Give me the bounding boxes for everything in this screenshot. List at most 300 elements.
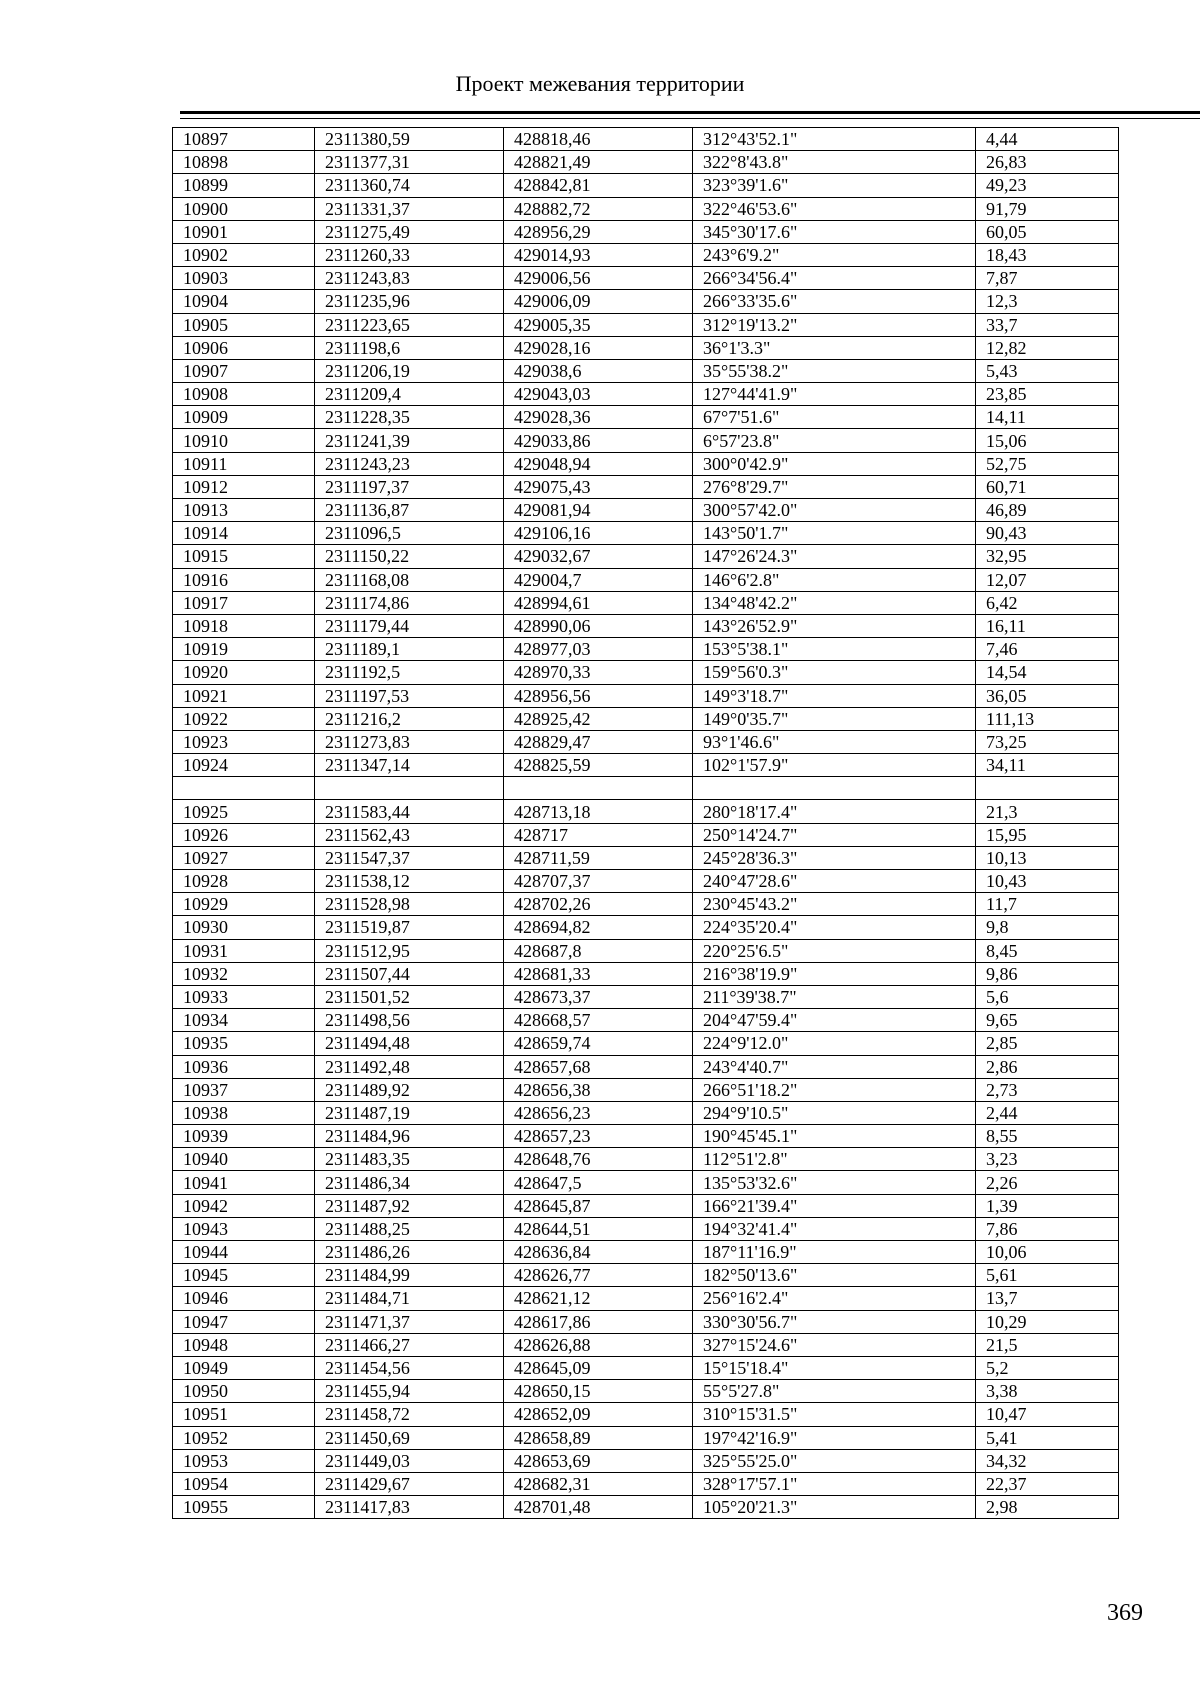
point-number-cell: 10914 — [173, 522, 315, 545]
direction-angle-cell: 15°15'18.4" — [693, 1356, 976, 1379]
point-number-cell: 10924 — [173, 754, 315, 777]
page-number: 369 — [1107, 1600, 1143, 1626]
distance-cell: 14,11 — [976, 406, 1119, 429]
point-number-cell: 10906 — [173, 336, 315, 359]
distance-cell: 10,06 — [976, 1241, 1119, 1264]
y-coordinate-cell: 428656,38 — [504, 1078, 693, 1101]
distance-cell: 34,11 — [976, 754, 1119, 777]
x-coordinate-cell: 2311136,87 — [315, 499, 504, 522]
y-coordinate-cell: 428882,72 — [504, 197, 693, 220]
distance-cell: 15,06 — [976, 429, 1119, 452]
point-number-cell: 10947 — [173, 1310, 315, 1333]
x-coordinate-cell: 2311216,2 — [315, 707, 504, 730]
direction-angle-cell: 153°5'38.1" — [693, 638, 976, 661]
y-coordinate-cell: 428673,37 — [504, 985, 693, 1008]
table-row — [173, 336, 1119, 359]
table-row — [173, 1426, 1119, 1449]
direction-angle-cell: 245°28'36.3" — [693, 846, 976, 869]
point-number-cell: 10920 — [173, 661, 315, 684]
distance-cell: 8,45 — [976, 939, 1119, 962]
header-rule-thin — [180, 118, 1200, 119]
x-coordinate-cell: 2311179,44 — [315, 614, 504, 637]
point-number-cell: 10950 — [173, 1380, 315, 1403]
y-coordinate-cell: 428668,57 — [504, 1009, 693, 1032]
distance-cell: 2,26 — [976, 1171, 1119, 1194]
point-number-cell: 10911 — [173, 452, 315, 475]
table-row — [173, 545, 1119, 568]
y-coordinate-cell: 428818,46 — [504, 128, 693, 151]
point-number-cell: 10943 — [173, 1217, 315, 1240]
y-coordinate-cell: 428711,59 — [504, 846, 693, 869]
x-coordinate-cell: 2311150,22 — [315, 545, 504, 568]
distance-cell: 1,39 — [976, 1194, 1119, 1217]
point-number-cell: 10939 — [173, 1125, 315, 1148]
x-coordinate-cell: 2311260,33 — [315, 243, 504, 266]
x-coordinate-cell: 2311189,1 — [315, 638, 504, 661]
coordinates-table — [172, 127, 1119, 1519]
point-number-cell: 10899 — [173, 174, 315, 197]
point-number-cell: 10912 — [173, 475, 315, 498]
y-coordinate-cell: 428636,84 — [504, 1241, 693, 1264]
direction-angle-cell: 197°42'16.9" — [693, 1426, 976, 1449]
distance-cell: 34,32 — [976, 1449, 1119, 1472]
y-coordinate-cell: 428657,68 — [504, 1055, 693, 1078]
direction-angle-cell: 159°56'0.3" — [693, 661, 976, 684]
point-number-cell: 10905 — [173, 313, 315, 336]
direction-angle-cell: 322°8'43.8" — [693, 151, 976, 174]
x-coordinate-cell: 2311174,86 — [315, 591, 504, 614]
x-coordinate-cell: 2311235,96 — [315, 290, 504, 313]
direction-angle-cell: 149°0'35.7" — [693, 707, 976, 730]
distance-cell: 21,3 — [976, 800, 1119, 823]
y-coordinate-cell: 428652,09 — [504, 1403, 693, 1426]
direction-angle-cell: 266°51'18.2" — [693, 1078, 976, 1101]
table-row — [173, 197, 1119, 220]
x-coordinate-cell: 2311528,98 — [315, 893, 504, 916]
y-coordinate-cell: 429004,7 — [504, 568, 693, 591]
y-coordinate-cell: 428658,89 — [504, 1426, 693, 1449]
point-number-cell: 10898 — [173, 151, 315, 174]
table-row — [173, 1009, 1119, 1032]
point-number-cell: 10951 — [173, 1403, 315, 1426]
direction-angle-cell: 243°6'9.2" — [693, 243, 976, 266]
distance-cell: 5,41 — [976, 1426, 1119, 1449]
y-coordinate-cell: 429075,43 — [504, 475, 693, 498]
x-coordinate-cell: 2311492,48 — [315, 1055, 504, 1078]
table-row — [173, 1287, 1119, 1310]
direction-angle-cell: 93°1'46.6" — [693, 730, 976, 753]
x-coordinate-cell: 2311466,27 — [315, 1333, 504, 1356]
x-coordinate-cell: 2311429,67 — [315, 1472, 504, 1495]
direction-angle-cell: 322°46'53.6" — [693, 197, 976, 220]
distance-cell: 12,07 — [976, 568, 1119, 591]
table-row — [173, 1356, 1119, 1379]
point-number-cell: 10942 — [173, 1194, 315, 1217]
distance-cell: 26,83 — [976, 151, 1119, 174]
table-row — [173, 1472, 1119, 1495]
table-row — [173, 754, 1119, 777]
direction-angle-cell: 224°35'20.4" — [693, 916, 976, 939]
distance-cell: 10,43 — [976, 870, 1119, 893]
y-coordinate-cell: 429081,94 — [504, 499, 693, 522]
direction-angle-cell: 211°39'38.7" — [693, 985, 976, 1008]
table-row — [173, 406, 1119, 429]
distance-cell: 5,6 — [976, 985, 1119, 1008]
y-coordinate-cell: 428829,47 — [504, 730, 693, 753]
direction-angle-cell — [693, 777, 976, 800]
x-coordinate-cell: 2311273,83 — [315, 730, 504, 753]
x-coordinate-cell: 2311486,26 — [315, 1241, 504, 1264]
direction-angle-cell: 330°30'56.7" — [693, 1310, 976, 1333]
point-number-cell: 10944 — [173, 1241, 315, 1264]
x-coordinate-cell: 2311417,83 — [315, 1496, 504, 1519]
direction-angle-cell: 300°57'42.0" — [693, 499, 976, 522]
table-row — [173, 1078, 1119, 1101]
y-coordinate-cell: 428681,33 — [504, 962, 693, 985]
distance-cell: 21,5 — [976, 1333, 1119, 1356]
distance-cell: 5,43 — [976, 359, 1119, 382]
y-coordinate-cell — [504, 777, 693, 800]
y-coordinate-cell: 429106,16 — [504, 522, 693, 545]
header-rule-thick — [180, 111, 1200, 114]
point-number-cell: 10941 — [173, 1171, 315, 1194]
point-number-cell: 10953 — [173, 1449, 315, 1472]
distance-cell: 6,42 — [976, 591, 1119, 614]
point-number-cell: 10946 — [173, 1287, 315, 1310]
distance-cell: 7,46 — [976, 638, 1119, 661]
point-number-cell: 10948 — [173, 1333, 315, 1356]
x-coordinate-cell: 2311206,19 — [315, 359, 504, 382]
x-coordinate-cell: 2311197,37 — [315, 475, 504, 498]
direction-angle-cell: 266°33'35.6" — [693, 290, 976, 313]
y-coordinate-cell: 428621,12 — [504, 1287, 693, 1310]
distance-cell: 2,44 — [976, 1101, 1119, 1124]
distance-cell: 13,7 — [976, 1287, 1119, 1310]
y-coordinate-cell: 428821,49 — [504, 151, 693, 174]
table-row — [173, 614, 1119, 637]
x-coordinate-cell: 2311501,52 — [315, 985, 504, 1008]
point-number-cell: 10955 — [173, 1496, 315, 1519]
table-row — [173, 383, 1119, 406]
x-coordinate-cell: 2311449,03 — [315, 1449, 504, 1472]
table-row — [173, 128, 1119, 151]
y-coordinate-cell: 429033,86 — [504, 429, 693, 452]
y-coordinate-cell: 429014,93 — [504, 243, 693, 266]
x-coordinate-cell — [315, 777, 504, 800]
table-row — [173, 684, 1119, 707]
y-coordinate-cell: 428702,26 — [504, 893, 693, 916]
y-coordinate-cell: 428842,81 — [504, 174, 693, 197]
direction-angle-cell: 194°32'41.4" — [693, 1217, 976, 1240]
y-coordinate-cell: 428687,8 — [504, 939, 693, 962]
point-number-cell: 10954 — [173, 1472, 315, 1495]
point-number-cell: 10922 — [173, 707, 315, 730]
table-row — [173, 1101, 1119, 1124]
table-row — [173, 1032, 1119, 1055]
direction-angle-cell: 294°9'10.5" — [693, 1101, 976, 1124]
table-row — [173, 568, 1119, 591]
x-coordinate-cell: 2311455,94 — [315, 1380, 504, 1403]
point-number-cell: 10926 — [173, 823, 315, 846]
point-number-cell: 10933 — [173, 985, 315, 1008]
y-coordinate-cell: 428645,09 — [504, 1356, 693, 1379]
x-coordinate-cell: 2311583,44 — [315, 800, 504, 823]
table-row — [173, 661, 1119, 684]
point-number-cell: 10901 — [173, 220, 315, 243]
direction-angle-cell: 182°50'13.6" — [693, 1264, 976, 1287]
direction-angle-cell: 345°30'17.6" — [693, 220, 976, 243]
table-row — [173, 359, 1119, 382]
table-row — [173, 1496, 1119, 1519]
y-coordinate-cell: 428694,82 — [504, 916, 693, 939]
y-coordinate-cell: 429028,16 — [504, 336, 693, 359]
x-coordinate-cell: 2311454,56 — [315, 1356, 504, 1379]
direction-angle-cell: 300°0'42.9" — [693, 452, 976, 475]
point-number-cell: 10907 — [173, 359, 315, 382]
y-coordinate-cell: 428645,87 — [504, 1194, 693, 1217]
y-coordinate-cell: 428994,61 — [504, 591, 693, 614]
table-row — [173, 452, 1119, 475]
y-coordinate-cell: 428825,59 — [504, 754, 693, 777]
distance-cell: 2,73 — [976, 1078, 1119, 1101]
x-coordinate-cell: 2311360,74 — [315, 174, 504, 197]
point-number-cell — [173, 777, 315, 800]
point-number-cell: 10927 — [173, 846, 315, 869]
direction-angle-cell: 256°16'2.4" — [693, 1287, 976, 1310]
x-coordinate-cell: 2311486,34 — [315, 1171, 504, 1194]
table-row — [173, 777, 1119, 800]
distance-cell: 8,55 — [976, 1125, 1119, 1148]
distance-cell: 91,79 — [976, 197, 1119, 220]
table-row — [173, 267, 1119, 290]
y-coordinate-cell: 428701,48 — [504, 1496, 693, 1519]
direction-angle-cell: 280°18'17.4" — [693, 800, 976, 823]
table-row — [173, 730, 1119, 753]
table-row — [173, 1333, 1119, 1356]
x-coordinate-cell: 2311241,39 — [315, 429, 504, 452]
table-row — [173, 429, 1119, 452]
distance-cell: 9,8 — [976, 916, 1119, 939]
distance-cell: 14,54 — [976, 661, 1119, 684]
table-row — [173, 800, 1119, 823]
direction-angle-cell: 243°4'40.7" — [693, 1055, 976, 1078]
direction-angle-cell: 166°21'39.4" — [693, 1194, 976, 1217]
point-number-cell: 10916 — [173, 568, 315, 591]
distance-cell: 46,89 — [976, 499, 1119, 522]
direction-angle-cell: 190°45'45.1" — [693, 1125, 976, 1148]
direction-angle-cell: 240°47'28.6" — [693, 870, 976, 893]
table-row — [173, 870, 1119, 893]
point-number-cell: 10930 — [173, 916, 315, 939]
direction-angle-cell: 6°57'23.8" — [693, 429, 976, 452]
x-coordinate-cell: 2311168,08 — [315, 568, 504, 591]
direction-angle-cell: 55°5'27.8" — [693, 1380, 976, 1403]
x-coordinate-cell: 2311275,49 — [315, 220, 504, 243]
direction-angle-cell: 134°48'42.2" — [693, 591, 976, 614]
y-coordinate-cell: 428925,42 — [504, 707, 693, 730]
table-row — [173, 1217, 1119, 1240]
y-coordinate-cell: 428644,51 — [504, 1217, 693, 1240]
point-number-cell: 10910 — [173, 429, 315, 452]
direction-angle-cell: 328°17'57.1" — [693, 1472, 976, 1495]
direction-angle-cell: 187°11'16.9" — [693, 1241, 976, 1264]
distance-cell: 3,38 — [976, 1380, 1119, 1403]
distance-cell — [976, 777, 1119, 800]
point-number-cell: 10904 — [173, 290, 315, 313]
table-row — [173, 962, 1119, 985]
distance-cell: 16,11 — [976, 614, 1119, 637]
y-coordinate-cell: 428956,29 — [504, 220, 693, 243]
x-coordinate-cell: 2311487,19 — [315, 1101, 504, 1124]
distance-cell: 12,82 — [976, 336, 1119, 359]
direction-angle-cell: 149°3'18.7" — [693, 684, 976, 707]
x-coordinate-cell: 2311223,65 — [315, 313, 504, 336]
distance-cell: 7,86 — [976, 1217, 1119, 1240]
table-row — [173, 1403, 1119, 1426]
point-number-cell: 10929 — [173, 893, 315, 916]
y-coordinate-cell: 429028,36 — [504, 406, 693, 429]
y-coordinate-cell: 428682,31 — [504, 1472, 693, 1495]
point-number-cell: 10937 — [173, 1078, 315, 1101]
direction-angle-cell: 325°55'25.0" — [693, 1449, 976, 1472]
distance-cell: 2,86 — [976, 1055, 1119, 1078]
x-coordinate-cell: 2311538,12 — [315, 870, 504, 893]
direction-angle-cell: 230°45'43.2" — [693, 893, 976, 916]
point-number-cell: 10923 — [173, 730, 315, 753]
direction-angle-cell: 36°1'3.3" — [693, 336, 976, 359]
table-row — [173, 638, 1119, 661]
direction-angle-cell: 266°34'56.4" — [693, 267, 976, 290]
distance-cell: 7,87 — [976, 267, 1119, 290]
direction-angle-cell: 67°7'51.6" — [693, 406, 976, 429]
direction-angle-cell: 135°53'32.6" — [693, 1171, 976, 1194]
point-number-cell: 10952 — [173, 1426, 315, 1449]
distance-cell: 111,13 — [976, 707, 1119, 730]
table-row — [173, 707, 1119, 730]
distance-cell: 9,86 — [976, 962, 1119, 985]
y-coordinate-cell: 428650,15 — [504, 1380, 693, 1403]
table-row — [173, 939, 1119, 962]
table-row — [173, 290, 1119, 313]
direction-angle-cell: 312°19'13.2" — [693, 313, 976, 336]
distance-cell: 49,23 — [976, 174, 1119, 197]
point-number-cell: 10897 — [173, 128, 315, 151]
x-coordinate-cell: 2311458,72 — [315, 1403, 504, 1426]
direction-angle-cell: 143°50'1.7" — [693, 522, 976, 545]
table-row — [173, 499, 1119, 522]
direction-angle-cell: 204°47'59.4" — [693, 1009, 976, 1032]
table-row — [173, 916, 1119, 939]
distance-cell: 5,61 — [976, 1264, 1119, 1287]
point-number-cell: 10903 — [173, 267, 315, 290]
distance-cell: 32,95 — [976, 545, 1119, 568]
y-coordinate-cell: 429048,94 — [504, 452, 693, 475]
direction-angle-cell: 147°26'24.3" — [693, 545, 976, 568]
point-number-cell: 10938 — [173, 1101, 315, 1124]
y-coordinate-cell: 428713,18 — [504, 800, 693, 823]
y-coordinate-cell: 429006,56 — [504, 267, 693, 290]
direction-angle-cell: 127°44'41.9" — [693, 383, 976, 406]
point-number-cell: 10909 — [173, 406, 315, 429]
table-row — [173, 985, 1119, 1008]
y-coordinate-cell: 428990,06 — [504, 614, 693, 637]
distance-cell: 36,05 — [976, 684, 1119, 707]
point-number-cell: 10921 — [173, 684, 315, 707]
table-row — [173, 1241, 1119, 1264]
table-row — [173, 1171, 1119, 1194]
table-row — [173, 1194, 1119, 1217]
direction-angle-cell: 310°15'31.5" — [693, 1403, 976, 1426]
point-number-cell: 10935 — [173, 1032, 315, 1055]
y-coordinate-cell: 428977,03 — [504, 638, 693, 661]
point-number-cell: 10900 — [173, 197, 315, 220]
point-number-cell: 10932 — [173, 962, 315, 985]
y-coordinate-cell: 428707,37 — [504, 870, 693, 893]
table-row — [173, 174, 1119, 197]
x-coordinate-cell: 2311198,6 — [315, 336, 504, 359]
distance-cell: 11,7 — [976, 893, 1119, 916]
direction-angle-cell: 276°8'29.7" — [693, 475, 976, 498]
distance-cell: 2,85 — [976, 1032, 1119, 1055]
x-coordinate-cell: 2311331,37 — [315, 197, 504, 220]
x-coordinate-cell: 2311380,59 — [315, 128, 504, 151]
distance-cell: 18,43 — [976, 243, 1119, 266]
x-coordinate-cell: 2311498,56 — [315, 1009, 504, 1032]
distance-cell: 5,2 — [976, 1356, 1119, 1379]
point-number-cell: 10931 — [173, 939, 315, 962]
y-coordinate-cell: 428659,74 — [504, 1032, 693, 1055]
x-coordinate-cell: 2311192,5 — [315, 661, 504, 684]
point-number-cell: 10915 — [173, 545, 315, 568]
x-coordinate-cell: 2311450,69 — [315, 1426, 504, 1449]
direction-angle-cell: 312°43'52.1" — [693, 128, 976, 151]
table-row — [173, 522, 1119, 545]
x-coordinate-cell: 2311519,87 — [315, 916, 504, 939]
x-coordinate-cell: 2311484,71 — [315, 1287, 504, 1310]
x-coordinate-cell: 2311562,43 — [315, 823, 504, 846]
direction-angle-cell: 105°20'21.3" — [693, 1496, 976, 1519]
x-coordinate-cell: 2311228,35 — [315, 406, 504, 429]
direction-angle-cell: 327°15'24.6" — [693, 1333, 976, 1356]
x-coordinate-cell: 2311483,35 — [315, 1148, 504, 1171]
distance-cell: 52,75 — [976, 452, 1119, 475]
table-row — [173, 591, 1119, 614]
point-number-cell: 10902 — [173, 243, 315, 266]
table-row — [173, 1449, 1119, 1472]
direction-angle-cell: 146°6'2.8" — [693, 568, 976, 591]
point-number-cell: 10940 — [173, 1148, 315, 1171]
direction-angle-cell: 224°9'12.0" — [693, 1032, 976, 1055]
point-number-cell: 10934 — [173, 1009, 315, 1032]
point-number-cell: 10945 — [173, 1264, 315, 1287]
table-row — [173, 1148, 1119, 1171]
y-coordinate-cell: 428648,76 — [504, 1148, 693, 1171]
x-coordinate-cell: 2311484,99 — [315, 1264, 504, 1287]
x-coordinate-cell: 2311489,92 — [315, 1078, 504, 1101]
table-row — [173, 846, 1119, 869]
y-coordinate-cell: 428717 — [504, 823, 693, 846]
table-row — [173, 893, 1119, 916]
y-coordinate-cell: 428653,69 — [504, 1449, 693, 1472]
distance-cell: 9,65 — [976, 1009, 1119, 1032]
point-number-cell: 10928 — [173, 870, 315, 893]
table-row — [173, 313, 1119, 336]
direction-angle-cell: 250°14'24.7" — [693, 823, 976, 846]
point-number-cell: 10925 — [173, 800, 315, 823]
y-coordinate-cell: 428970,33 — [504, 661, 693, 684]
table-row — [173, 151, 1119, 174]
x-coordinate-cell: 2311209,4 — [315, 383, 504, 406]
